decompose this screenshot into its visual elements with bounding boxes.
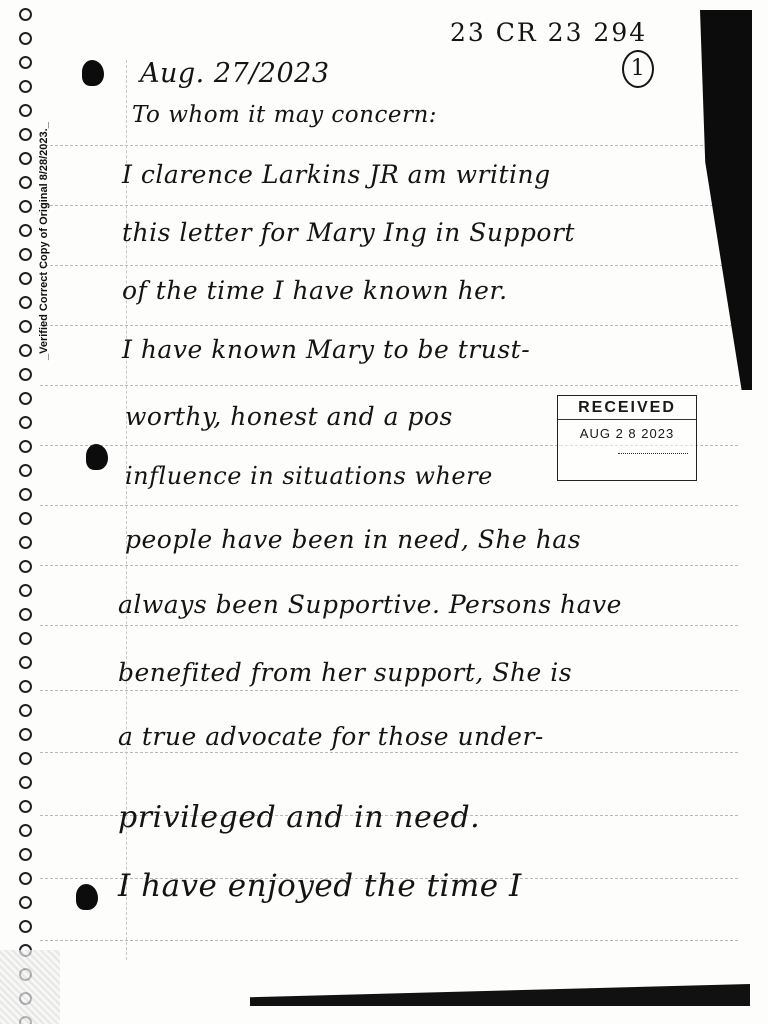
verification-note: _Verified Correct Copy of Original 8/28/2023._ (38, 122, 50, 360)
rule-line (40, 385, 738, 386)
binding-hole-icon (19, 128, 32, 141)
scan-smudge (0, 950, 60, 1024)
binding-hole-icon (19, 656, 32, 669)
binding-hole-icon (19, 608, 32, 621)
letter-line: benefited from her support, She is (118, 658, 573, 687)
binding-hole-icon (19, 296, 32, 309)
stamp-date: AUG 2 8 2023 (579, 426, 675, 441)
binding-hole-icon (19, 56, 32, 69)
binding-hole-icon (19, 632, 32, 645)
binding-hole-icon (19, 920, 32, 933)
letter-line: always been Supportive. Persons have (118, 590, 622, 619)
letter-line: I clarence Larkins JR am writing (122, 160, 551, 189)
binding-hole-icon (19, 680, 32, 693)
binding-hole-icon (19, 776, 32, 789)
punch-hole-icon (82, 60, 104, 86)
letter-line: I have enjoyed the time I (118, 868, 522, 904)
received-stamp (557, 395, 697, 481)
letter-line: privileged and in need. (118, 800, 481, 835)
stamp-title: RECEIVED (558, 399, 696, 420)
binding-hole-icon (19, 824, 32, 837)
binding-hole-icon (19, 80, 32, 93)
binding-hole-icon (19, 752, 32, 765)
letter-line: influence in situations where (125, 462, 493, 490)
binding-hole-icon (19, 224, 32, 237)
letter-line: this letter for Mary Ing in Support (122, 218, 575, 247)
letter-line: To whom it may concern: (132, 102, 438, 128)
binding-hole-icon (19, 152, 32, 165)
page-number: 1 (622, 50, 654, 88)
rule-line (40, 145, 738, 146)
binding-hole-icon (19, 848, 32, 861)
binding-hole-icon (19, 488, 32, 501)
rule-line (40, 690, 738, 691)
letter-date: Aug. 27/2023 (140, 58, 330, 89)
rule-line (40, 205, 738, 206)
binding-hole-icon (19, 392, 32, 405)
punch-hole-icon (76, 884, 98, 910)
rule-line (40, 505, 738, 506)
binding-hole-icon (19, 584, 32, 597)
binding-hole-icon (19, 8, 32, 21)
rule-line (40, 265, 738, 266)
binding-hole-icon (19, 320, 32, 333)
binding-hole-icon (19, 104, 32, 117)
binding-hole-icon (19, 176, 32, 189)
binding-hole-icon (19, 536, 32, 549)
binding-holes (16, 8, 38, 1024)
binding-hole-icon (19, 512, 32, 525)
binding-hole-icon (19, 272, 32, 285)
rule-line (40, 565, 738, 566)
rule-line (40, 940, 738, 941)
binding-hole-icon (19, 704, 32, 717)
binding-hole-icon (19, 200, 32, 213)
letter-line: worthy, honest and a pos (125, 402, 453, 431)
letter-line: people have been in need, She has (125, 525, 582, 554)
stamp-signature-line (618, 453, 688, 454)
binding-hole-icon (19, 248, 32, 261)
letter-line: I have known Mary to be trust- (122, 335, 531, 364)
binding-hole-icon (19, 728, 32, 741)
rule-line (40, 752, 738, 753)
binding-hole-icon (19, 464, 32, 477)
letter-line: of the time I have known her. (122, 276, 508, 305)
scan-edge-right (700, 10, 752, 390)
binding-hole-icon (19, 32, 32, 45)
scan-edge-bottom (250, 984, 750, 1006)
binding-hole-icon (19, 896, 32, 909)
binding-hole-icon (19, 560, 32, 573)
binding-hole-icon (19, 872, 32, 885)
punch-hole-icon (86, 444, 108, 470)
binding-hole-icon (19, 368, 32, 381)
binding-hole-icon (19, 800, 32, 813)
binding-hole-icon (19, 440, 32, 453)
rule-line (40, 325, 738, 326)
rule-line (40, 625, 738, 626)
case-number: 23 CR 23 294 (450, 18, 648, 47)
letter-line: a true advocate for those under- (118, 722, 544, 751)
binding-hole-icon (19, 416, 32, 429)
binding-hole-icon (19, 344, 32, 357)
